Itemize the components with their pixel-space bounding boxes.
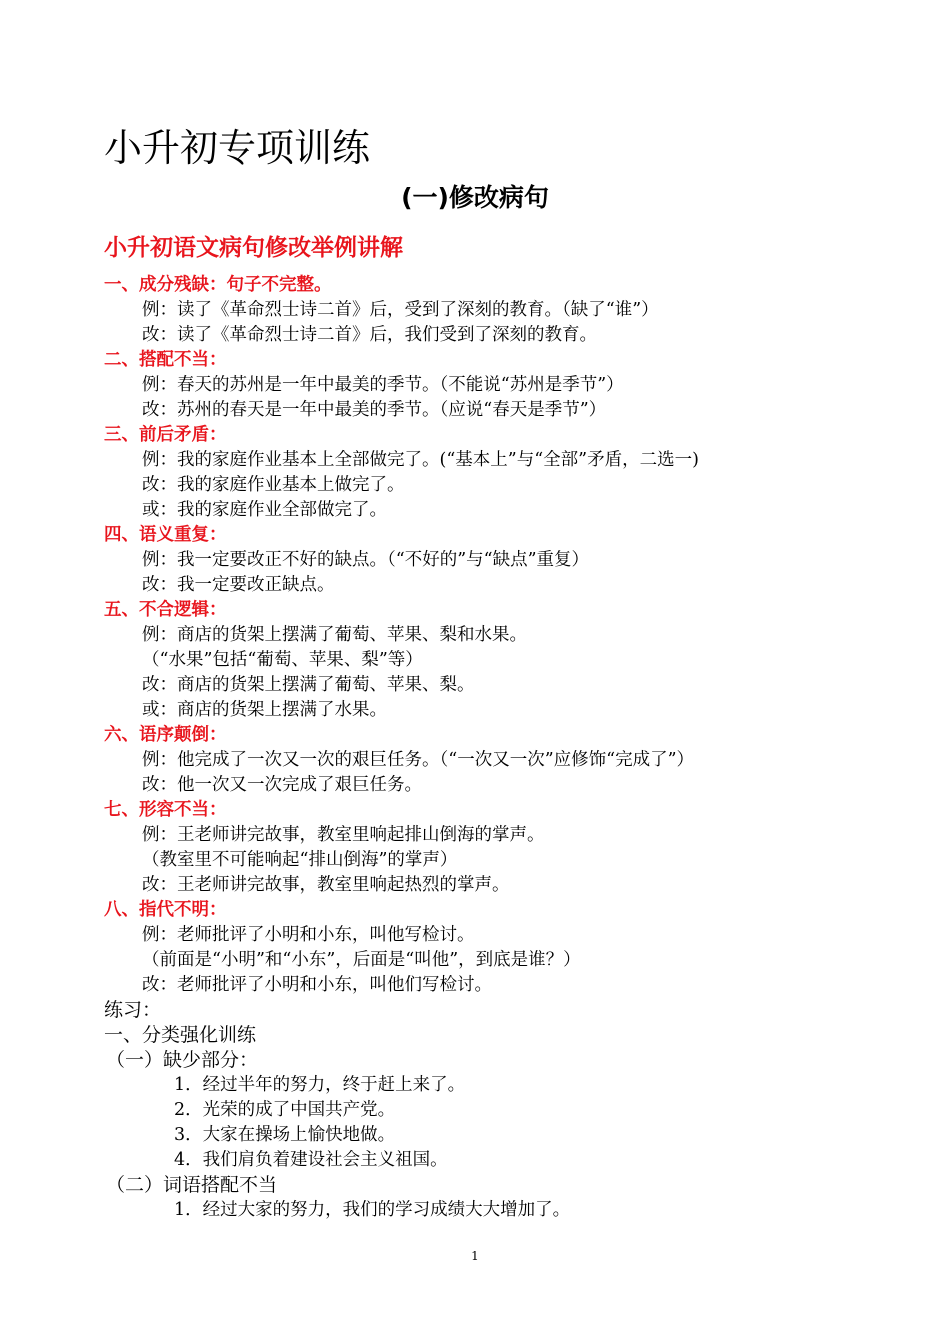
practice-item: 1．经过大家的努力，我们的学习成绩大大增加了。 <box>174 1200 571 1220</box>
category-heading: 三、前后矛盾： <box>104 425 227 445</box>
explanation-line: （前面是“小明”和“小东”，后面是“叫他”，到底是谁？） <box>142 950 581 970</box>
section-heading: 小升初语文病句修改举例讲解 <box>104 235 403 261</box>
correction-line: 改：王老师讲完故事，教室里响起热烈的掌声。 <box>142 875 510 895</box>
category-heading: 一、成分残缺：句子不完整。 <box>104 275 332 295</box>
practice-label: 练习： <box>104 999 162 1021</box>
practice-item: 2．光荣的成了中国共产党。 <box>174 1100 396 1120</box>
category-heading: 六、语序颠倒： <box>104 725 227 745</box>
category-heading: 四、语义重复： <box>104 525 227 545</box>
page-title: 小升初专项训练 <box>104 126 371 170</box>
explanation-line: （“水果”包括“葡萄、苹果、梨”等） <box>142 650 423 670</box>
practice-group-title: （一）缺少部分： <box>106 1049 259 1071</box>
category-heading: 八、指代不明： <box>104 900 227 920</box>
alternative-line: 或：我的家庭作业全部做完了。 <box>142 500 387 520</box>
alternative-line: 或：商店的货架上摆满了水果。 <box>142 700 387 720</box>
example-line: 例：王老师讲完故事，教室里响起排山倒海的掌声。 <box>142 825 545 845</box>
example-line: 例：春天的苏州是一年中最美的季节。（不能说“苏州是季节”） <box>142 375 624 395</box>
page-number: 1 <box>471 1249 479 1263</box>
practice-item: 1．经过半年的努力，终于赶上来了。 <box>174 1075 466 1095</box>
correction-line: 改：老师批评了小明和小东，叫他们写检讨。 <box>142 975 492 995</box>
correction-line: 改：商店的货架上摆满了葡萄、苹果、梨。 <box>142 675 475 695</box>
example-line: 例：我的家庭作业基本上全部做完了。(“基本上”与“全部”矛盾，二选一) <box>142 450 699 470</box>
category-heading: 七、形容不当： <box>104 800 227 820</box>
example-line: 例：老师批评了小明和小东，叫他写检讨。 <box>142 925 475 945</box>
practice-part-title: 一、分类强化训练 <box>104 1024 257 1046</box>
practice-group-title: （二）词语搭配不当 <box>106 1174 278 1196</box>
correction-line: 改：读了《革命烈士诗二首》后，我们受到了深刻的教育。 <box>142 325 597 345</box>
example-line: 例：商店的货架上摆满了葡萄、苹果、梨和水果。 <box>142 625 527 645</box>
practice-item: 4．我们肩负着建设社会主义祖国。 <box>174 1150 448 1170</box>
correction-line: 改：我一定要改正缺点。 <box>142 575 335 595</box>
practice-item: 3．大家在操场上愉快地做。 <box>174 1125 396 1145</box>
example-line: 例：他完成了一次又一次的艰巨任务。（“一次又一次”应修饰“完成了”） <box>142 750 695 770</box>
example-line: 例：读了《革命烈士诗二首》后，受到了深刻的教育。（缺了“谁”） <box>142 300 659 320</box>
explanation-line: （教室里不可能响起“排山倒海”的掌声） <box>142 850 458 870</box>
category-heading: 五、不合逻辑： <box>104 600 227 620</box>
subtitle: (一)修改病句 <box>401 183 549 212</box>
correction-line: 改：苏州的春天是一年中最美的季节。（应说“春天是季节”） <box>142 400 607 420</box>
correction-line: 改：我的家庭作业基本上做完了。 <box>142 475 405 495</box>
category-heading: 二、搭配不当： <box>104 350 227 370</box>
document-body <box>104 273 924 1223</box>
correction-line: 改：他一次又一次完成了艰巨任务。 <box>142 775 422 795</box>
example-line: 例：我一定要改正不好的缺点。（“不好的”与“缺点”重复） <box>142 550 590 570</box>
